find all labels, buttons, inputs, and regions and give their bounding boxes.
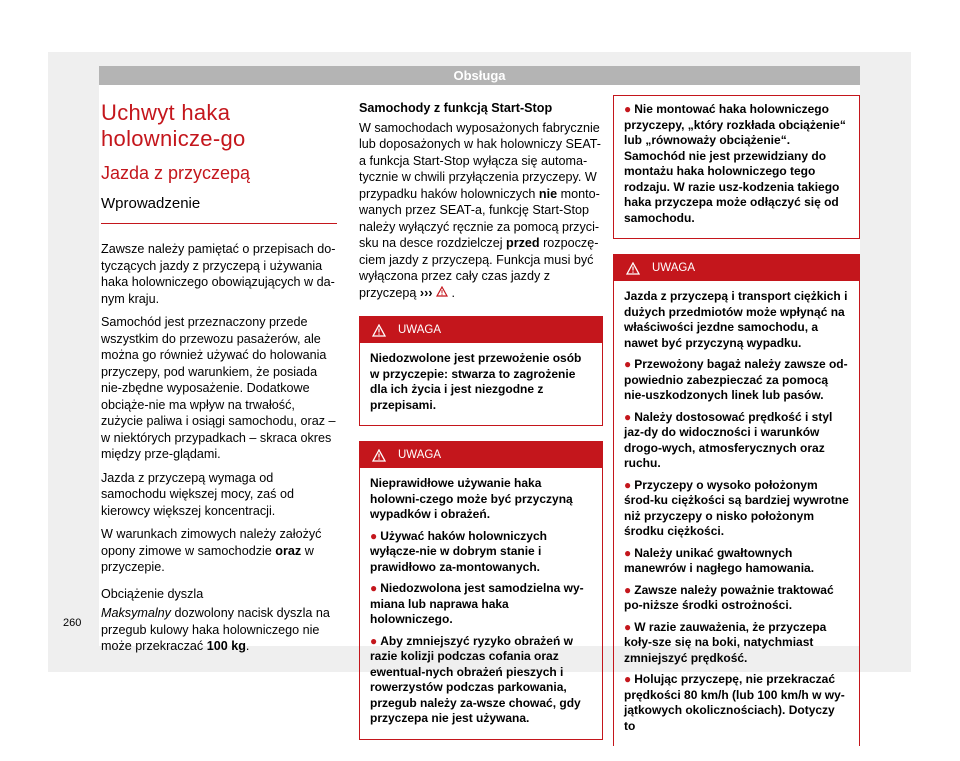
- warning-triangle-icon: [372, 449, 386, 462]
- list-item: ● W razie zauważenia, że przyczepa koły-sze się na boki, natychmiast zmniejszyć prędkość.: [624, 619, 827, 665]
- paragraph: Maksymalny dozwolony nacisk dyszla na przegub kulowy haka holowniczego nie może przekraczać 100 kg.: [101, 606, 330, 653]
- column-right: [613, 95, 860, 761]
- list-item: ● Holując przyczepę, nie przekraczać prędkości 80 km/h (lub 100 km/h w wy-jątkowych okolicznościach). Dotyczy to: [624, 672, 845, 733]
- paragraph: Samochód jest przeznaczony przede wszystkim do przewozu pasażerów, ale można go również używać do holowania przyczepy, pod warunkiem, że posiada nie-zbędne wyposażenie. Dodatkowe obciąże-nie ma wpływ na trwałość, zużycie paliwa i osiągi samochodu, oraz – w niektórych przypadkach – skraca okres między prze-glądami.: [101, 315, 336, 461]
- warning-header: [360, 317, 602, 343]
- warning-box: [359, 441, 603, 740]
- warning-label: UWAGA: [652, 262, 696, 274]
- paragraph: W warunkach zimowych należy założyć opony zimowe w samochodzie oraz w przyczepie.: [101, 527, 322, 574]
- subheading-start-stop: Samochody z funkcją Start-Stop: [359, 101, 553, 115]
- list-item: ● Przyczepy o wysoko położonym środ-ku ciężkości są bardziej wywrotne niż przyczepy o nisko położonym środku ciężkości.: [624, 477, 849, 538]
- warning-intro: Nieprawidłowe używanie haka holowni-czego może być przyczyną wypadków i obrażeń.: [370, 476, 573, 521]
- paragraph: W samochodach wyposażonych fabrycznie lub doposażonych w hak holowniczy SEAT-a funkcja Start-Stop wyłącza się automa-tycznie w chwili przyłączenia przyczepy. W przypadku haków holowniczych nie monto-wanych przez SEAT-a, funkcję Start-Stop należy wyłączyć ręcznie za pomocą przyci-sku na desce rozdzielczej przed rozpoczę-ciem jazdy z przyczepą. Funkcja musi być wyłączona przez cały czas jazdy z przyczepą ››› .: [359, 120, 601, 300]
- warning-triangle-icon: [626, 262, 640, 275]
- list-item: ● Należy unikać gwałtownych manewrów i nagłego hamowania.: [624, 545, 815, 575]
- list-item: ● Zawsze należy poważnie traktować po-niższe środki ostrożności.: [624, 582, 834, 612]
- list-item: ● Nie montować haka holowniczego przyczepy, „który rozkłada obciążenie“ lub „równoważy obciążenie“. Samochód nie jest przewidziany do montażu haka holowniczego tego rodzaju. W razie usz-kodzenia takiego haka przyczepa może odłączyć się od samochodu.: [624, 102, 846, 225]
- paragraph: Zawsze należy pamiętać o przepisach do-tyczących jazdy z przyczepą i używania haka holowniczego obowiązujących w da-nym kraju.: [101, 242, 336, 306]
- section-header: Obsługa: [99, 66, 860, 85]
- warning-box: [613, 254, 860, 746]
- subsection-title: Wprowadzenie: [101, 194, 337, 224]
- warning-body: [360, 343, 602, 425]
- list-item: ● Używać haków holowniczych wyłącze-nie w dobrym stanie i prawidłowo za-montowanych.: [370, 528, 547, 574]
- chapter-title: Uchwyt haka holownicze-go: [101, 100, 246, 151]
- section-title: Jazda z przyczepą: [101, 163, 251, 183]
- warning-body: [614, 281, 859, 746]
- page-number: 260: [63, 617, 82, 629]
- warning-body: [614, 96, 859, 238]
- paragraph: Jazda z przyczepą wymaga od samochodu większej mocy, zaś od kierowcy większej koncentracji.: [101, 470, 294, 518]
- warning-triangle-icon: [372, 324, 386, 337]
- warning-text: Niedozwolone jest przewożenie osób w przyczepie: stwarza to zagrożenie dla ich życia i jest niezgodne z przepisami.: [370, 351, 582, 412]
- list-item: ● Aby zmniejszyć ryzyko obrażeń w razie kolizji podczas cofania oraz ewentual-nych obrażeń pieszych i rowerzystów podczas parkowania, przegub należy za-wsze chować, gdy przyczepa nie jest używana.: [370, 633, 581, 725]
- column-middle: [359, 100, 603, 755]
- warning-label: UWAGA: [398, 449, 442, 461]
- warning-triangle-icon: [436, 286, 448, 297]
- warning-header: [360, 442, 602, 468]
- column-left: [101, 100, 337, 662]
- cross-reference-link[interactable]: ›››: [419, 285, 433, 300]
- warning-label: UWAGA: [398, 324, 442, 336]
- warning-body: [360, 468, 602, 739]
- list-item: ● Przewożony bagaż należy zawsze od-powiednio zabezpieczać za pomocą nie-uszkodzonych linek lub pasów.: [624, 357, 848, 402]
- warning-box-continued: [613, 95, 860, 239]
- list-item: ● Niedozwolona jest samodzielna wy-miana lub naprawa haka holowniczego.: [370, 581, 584, 626]
- warning-header: [614, 255, 859, 281]
- warning-intro: Jazda z przyczepą i transport ciężkich i dużych przedmiotów może wpłynąć na właściwości jezdne samochodu, a nawet być przyczyną wypadku.: [624, 289, 848, 350]
- warning-box: [359, 316, 603, 426]
- list-item: ● Należy dostosować prędkość i styl jaz-dy do widoczności i warunków drogo-wych, atmosferycznych oraz ruchu.: [624, 409, 833, 470]
- subheading-drawbar-load: Obciążenie dyszla: [101, 586, 204, 601]
